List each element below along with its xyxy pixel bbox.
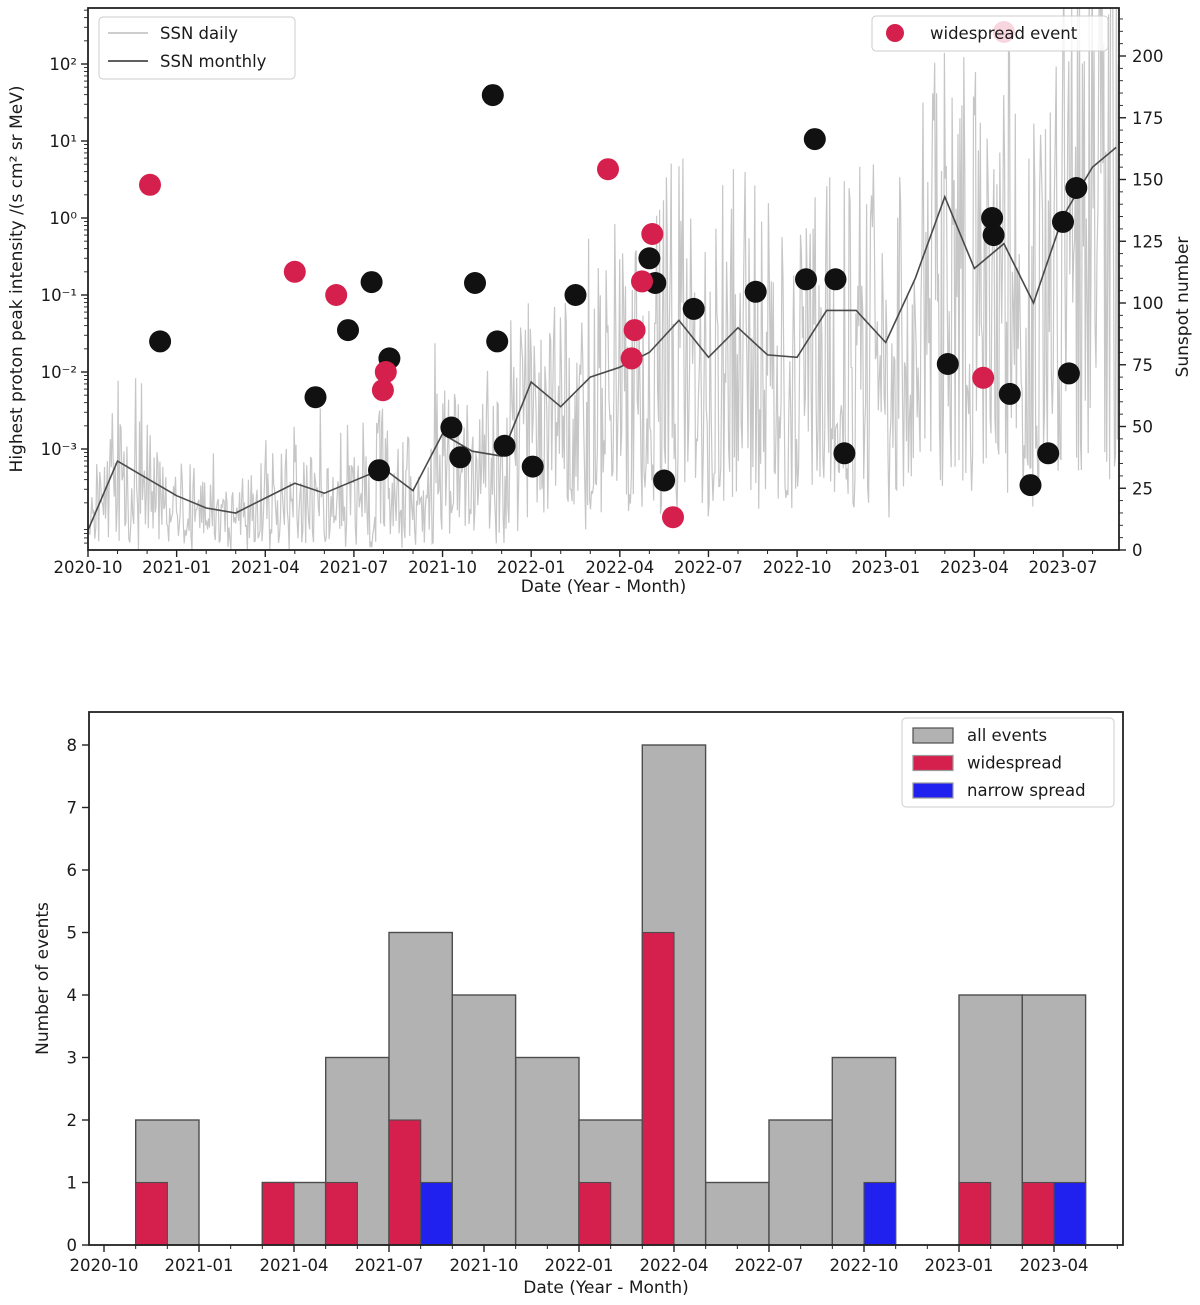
- y-axis-title: Number of events: [33, 902, 53, 1055]
- ssn-legend: [99, 17, 295, 79]
- top-x-axis: [54, 550, 1098, 577]
- y-tick-label: 2: [66, 1111, 77, 1130]
- event-point: [1058, 362, 1080, 384]
- event-point: [494, 435, 516, 457]
- event-point: [337, 319, 359, 341]
- y-tick-label: 10⁰: [49, 209, 77, 228]
- event-point: [795, 268, 817, 290]
- bottom-chart: [33, 712, 1123, 1298]
- y-tick-label: 10⁻¹: [40, 286, 77, 305]
- event-point: [522, 456, 544, 478]
- legend-swatch: [913, 783, 953, 798]
- narrow-spread-bar: [421, 1183, 453, 1246]
- event-point: [638, 247, 660, 269]
- legend-label: narrow spread: [967, 781, 1086, 800]
- y-tick-label: 10²: [49, 55, 77, 74]
- event-point: [683, 298, 705, 320]
- event-point: [825, 268, 847, 290]
- x-tick-label: 2023-07: [1028, 558, 1098, 577]
- x-tick-label: 2022-04: [585, 558, 655, 577]
- x-tick-label: 2020-10: [53, 558, 123, 577]
- narrow-spread-bar: [864, 1183, 896, 1246]
- x-tick-label: 2023-04: [939, 558, 1009, 577]
- x-tick-label: 2022-01: [496, 558, 566, 577]
- x-tick-label: 2022-01: [544, 1256, 614, 1275]
- x-tick-label: 2021-04: [259, 1256, 329, 1275]
- all-events-bars: [136, 745, 1086, 1245]
- widespread-bar: [136, 1183, 168, 1246]
- y-tick-label-right: 175: [1132, 108, 1164, 128]
- widespread-event-point: [641, 223, 663, 245]
- event-point: [937, 353, 959, 375]
- event-point: [449, 446, 471, 468]
- event-point: [464, 272, 486, 294]
- events-legend: [902, 718, 1114, 807]
- x-tick-label: 2021-10: [408, 558, 478, 577]
- widespread-event-point: [139, 174, 161, 196]
- y-tick-label: 10⁻³: [40, 440, 77, 459]
- x-tick-label: 2021-07: [354, 1256, 424, 1275]
- widespread-event-point: [621, 347, 643, 369]
- y-axis-title-left: Highest proton peak intensity /(s cm² sr MeV): [7, 85, 27, 473]
- y-tick-label-right: 150: [1132, 170, 1164, 190]
- x-tick-label: 2021-04: [230, 558, 300, 577]
- legend-label: widespread: [967, 753, 1062, 773]
- widespread-bar: [579, 1183, 611, 1246]
- ssn-daily-line: [88, 0, 1119, 550]
- widespread-bars: [136, 933, 1054, 1246]
- x-tick-label: 2022-04: [639, 1256, 709, 1275]
- top-chart: [7, 0, 1193, 597]
- event-point: [804, 128, 826, 150]
- y-tick-label-right: 125: [1132, 232, 1164, 252]
- y-tick-label-right: 25: [1132, 479, 1153, 499]
- widespread-bar: [642, 933, 674, 1246]
- y-tick-label: 7: [66, 798, 77, 818]
- widespread-bar: [1022, 1183, 1054, 1246]
- legend-label: all events: [967, 726, 1048, 745]
- widespread-bar: [389, 1120, 421, 1245]
- event-point: [305, 386, 327, 408]
- event-point: [368, 459, 390, 481]
- event-point: [983, 224, 1005, 246]
- widespread-event-point: [662, 506, 684, 528]
- y-tick-label: 4: [66, 986, 77, 1005]
- event-point: [1052, 211, 1074, 233]
- legend-marker-widespread: [886, 24, 904, 42]
- all-events-bar: [769, 1120, 832, 1245]
- x-tick-label: 2021-10: [449, 1256, 519, 1275]
- narrow-spread-bar: [1054, 1183, 1086, 1246]
- x-axis-title: Date (Year - Month): [523, 1278, 689, 1298]
- x-tick-label: 2021-01: [142, 558, 212, 577]
- y-tick-label-right: 100: [1132, 294, 1164, 313]
- y-tick-label: 1: [66, 1173, 77, 1193]
- event-point: [361, 271, 383, 293]
- widespread-bar: [262, 1183, 294, 1246]
- widespread-bar: [326, 1183, 358, 1246]
- widespread-event-point: [597, 158, 619, 180]
- widespread-event-point: [631, 270, 653, 292]
- legend-swatch: [913, 756, 953, 771]
- x-tick-label: 2023-04: [1019, 1256, 1089, 1275]
- event-point: [149, 330, 171, 352]
- top-y-axis-left: [41, 10, 88, 543]
- legend-label: widespread event: [930, 24, 1078, 43]
- legend-label: SSN monthly: [160, 52, 267, 71]
- legend-label: SSN daily: [160, 24, 239, 43]
- event-point: [482, 84, 504, 106]
- y-axis-title-right: Sunspot number: [1173, 236, 1193, 378]
- x-axis-title: Date (Year - Month): [520, 577, 687, 597]
- y-tick-label: 5: [66, 923, 77, 943]
- bottom-y-axis: [67, 736, 90, 1255]
- event-point: [486, 330, 508, 352]
- x-tick-label: 2022-07: [673, 558, 743, 577]
- all-events-bar: [452, 995, 515, 1245]
- y-tick-label-right: 75: [1132, 355, 1153, 375]
- x-tick-label: 2022-10: [762, 558, 832, 577]
- widespread-event-point: [284, 261, 306, 283]
- x-tick-label: 2021-07: [319, 558, 389, 577]
- y-tick-label: 10¹: [49, 132, 77, 151]
- event-point: [565, 284, 587, 306]
- event-point: [999, 383, 1021, 405]
- y-tick-label: 3: [66, 1048, 77, 1068]
- event-point: [833, 442, 855, 464]
- x-tick-label: 2020-10: [69, 1256, 139, 1275]
- y-tick-label: 6: [66, 861, 77, 880]
- y-tick-label-right: 50: [1132, 417, 1153, 437]
- y-tick-label: 8: [66, 736, 77, 755]
- event-point: [1020, 474, 1042, 496]
- event-point: [440, 417, 462, 439]
- event-point: [653, 470, 675, 492]
- event-point: [1065, 177, 1087, 199]
- widespread-bar: [959, 1183, 991, 1246]
- x-tick-label: 2022-10: [829, 1256, 899, 1275]
- event-point: [1037, 442, 1059, 464]
- all-events-bar: [706, 1183, 769, 1246]
- x-tick-label: 2021-01: [164, 1256, 234, 1275]
- all-events-bar: [516, 1058, 579, 1246]
- x-tick-label: 2023-01: [851, 558, 921, 577]
- event-point: [745, 281, 767, 303]
- widespread-event-point: [624, 319, 646, 341]
- y-tick-label-right: 0: [1132, 541, 1143, 560]
- widespread-event-point: [375, 361, 397, 383]
- y-tick-label: 0: [66, 1236, 77, 1255]
- y-tick-label: 10⁻²: [40, 363, 77, 382]
- widespread-legend: [872, 16, 1108, 51]
- widespread-event-point: [325, 284, 347, 306]
- top-y-axis-right: [1119, 19, 1164, 560]
- x-tick-label: 2023-01: [924, 1256, 994, 1275]
- x-tick-label: 2022-07: [734, 1256, 804, 1275]
- legend-swatch: [913, 728, 953, 743]
- widespread-event-point: [972, 367, 994, 389]
- y-tick-label-right: 200: [1132, 47, 1164, 66]
- bottom-x-axis: [70, 1245, 1118, 1275]
